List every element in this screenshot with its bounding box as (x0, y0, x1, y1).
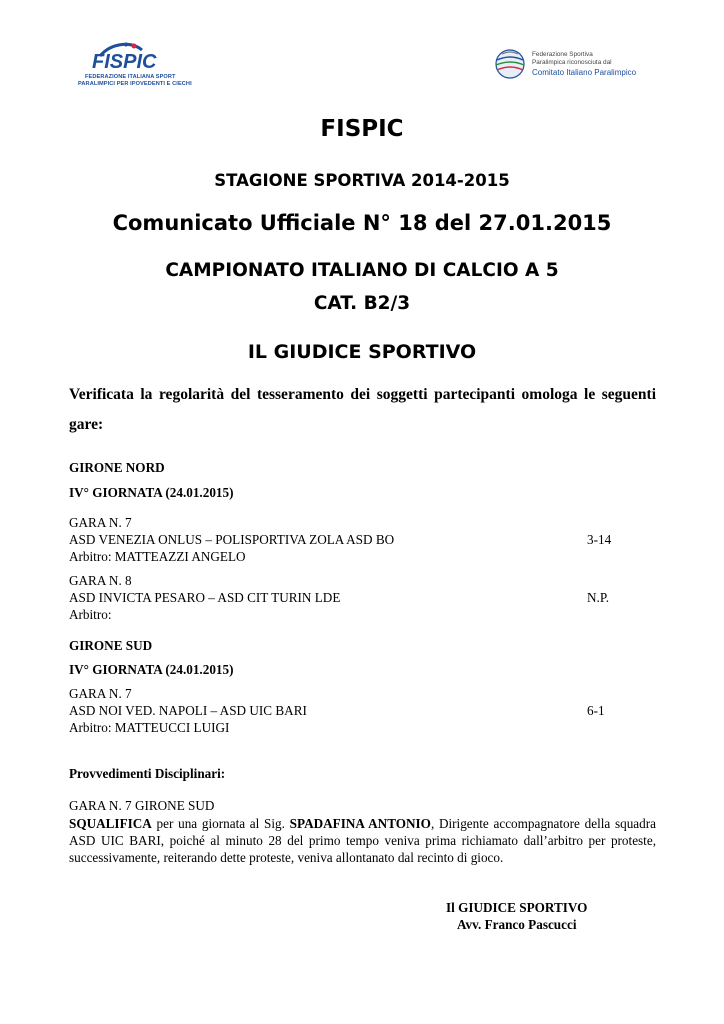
round-heading: IV° GIORNATA (24.01.2015) (69, 485, 234, 500)
match-score: 3-14 (587, 532, 612, 547)
group-heading: GIRONE SUD (69, 638, 153, 653)
logo-text-line1: Federazione Sportiva (532, 51, 593, 58)
category-title: CAT. B2/3 (313, 293, 411, 314)
match-referee: Arbitro: MATTEUCCI LUIGI (69, 720, 230, 735)
fispic-logo (74, 42, 192, 88)
main-title: FISPIC (320, 116, 404, 142)
match-score: N.P. (587, 590, 609, 605)
match-teams: ASD VENEZIA ONLUS – POLISPORTIVA ZOLA ASD BO (69, 532, 395, 547)
round-heading: IV° GIORNATA (24.01.2015) (69, 662, 234, 677)
match-score: 6-1 (587, 703, 605, 718)
globe-icon (494, 48, 526, 80)
sanction-text: per una giornata al Sig. (151, 816, 290, 831)
match-number: GARA N. 8 (69, 573, 132, 588)
intro-paragraph: Verificata la regolarità del tesseramento dei soggetti partecipanti omologa le seguenti gare: (69, 386, 656, 433)
disciplinary-paragraph (69, 815, 656, 866)
signature-title: Il GIUDICE SPORTIVO (446, 900, 588, 915)
sanctioned-person: SPADAFINA ANTONIO (289, 816, 431, 831)
sanction-label: SQUALIFICA (69, 816, 152, 831)
match-referee: Arbitro: (69, 607, 112, 622)
disciplinary-heading: Provvedimenti Disciplinari: (69, 766, 226, 781)
cip-recognition-logo (494, 48, 664, 82)
match-referee: Arbitro: MATTEAZZI ANGELO (69, 549, 246, 564)
championship-title: CAMPIONATO ITALIANO DI CALCIO A 5 (165, 260, 559, 281)
fispic-subtitle-line1: FEDERAZIONE ITALIANA SPORT (85, 74, 176, 80)
fispic-subtitle-line2: PARALIMPICI PER IPOVEDENTI E CIECHI (78, 81, 192, 87)
match-teams: ASD INVICTA PESARO – ASD CIT TURIN LDE (69, 590, 341, 605)
match-number: GARA N. 7 (69, 515, 132, 530)
season-title: STAGIONE SPORTIVA 2014-2015 (214, 171, 510, 190)
communique-title: Comunicato Ufficiale N° 18 del 27.01.2015 (112, 211, 612, 235)
disciplinary-match: GARA N. 7 GIRONE SUD (69, 798, 215, 813)
match-teams: ASD NOI VED. NAPOLI – ASD UIC BARI (69, 703, 307, 718)
judge-title: IL GIUDICE SPORTIVO (247, 341, 477, 363)
logo-text-line3: Comitato Italiano Paralimpico (532, 68, 637, 77)
group-heading: GIRONE NORD (69, 460, 165, 475)
fispic-wordmark: FISPIC (92, 51, 157, 73)
signature-name: Avv. Franco Pascucci (457, 917, 577, 932)
sanction-text: , Dirigente accompagnatore della squadra ASD UIC BARI, poiché al minuto 28 del primo tempo veniva prima richiamato dall’arbitro per proteste, successivamente, reiterando dette proteste, veniva allontanato dal recinto di gioco. (69, 816, 656, 865)
logo-text-line2: Paralimpica riconosciuta dal (532, 59, 612, 66)
match-number: GARA N. 7 (69, 686, 132, 701)
